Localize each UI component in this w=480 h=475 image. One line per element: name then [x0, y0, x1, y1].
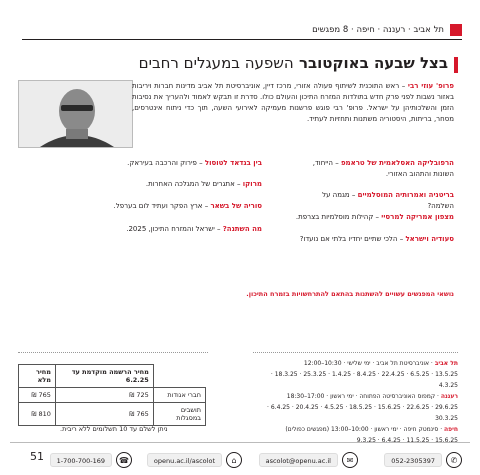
breadcrumb: תל אביב · רעננה · חיפה · 8 מפגשים [312, 25, 444, 35]
topic-desc: – מגמה על השלמה? [322, 191, 454, 210]
page-footer [10, 442, 470, 470]
intro-text: – ראש התוכנית לשיתוף פעולה אזורי, מרכז דיין, אוניברסיטת תל אביב מדינות חברות ויריבות באזור נשבות לפני פרק חדש בתולדות המזרח התיכון והעולם כולו. סדרת זו תבקש לאמוד ולהעריך את נסיבות הזמן והשלכותיהן על ישראל. פרופ' רבי פוגש פרשנות מעמיקה לאירועי השעה, תוך כדי ניתוח אינטרסים, מסחר, בריתות, היסטוריה משתנות ותחזיות לעתיד. [132, 82, 454, 123]
topic-name: בריטניה ואמרותיה המוסלמיים [357, 191, 454, 199]
topic-desc: – הייחוד, השונות והתהוב האזורי. [312, 159, 454, 178]
list-item [294, 190, 454, 211]
list-item [294, 234, 454, 245]
schedule-dates: 13.5.25 · 6.5.25 · 22.4.25 · 8.4.25 · 1.4.25 · 25.3.25 · 18.3.25 · 4.3.25 [270, 371, 458, 389]
mail-icon: ✉ [342, 452, 358, 468]
row-label: תושבים במסגלות [153, 403, 205, 426]
topic-desc: – אתגרים של המגלכה האחרות. [145, 180, 243, 188]
web-icon: ⌂ [226, 452, 242, 468]
schedule-details: · קמפוס האוניברסיטה הפתוחה · ימי ראשון · 17:00–18:30 [286, 393, 441, 400]
schedule-city: רעננה [440, 393, 458, 400]
table-corner [153, 365, 205, 388]
topics-note: נושאי המפגשים עשויים להשתנות בהתאם להתרחשויות בזמרח התיכון. [246, 290, 454, 298]
row-label: חברי אגודות [153, 388, 205, 403]
header-divider [22, 39, 462, 40]
price-table [18, 364, 206, 426]
schedule-item-raanana [258, 391, 458, 424]
page-number: 51 [30, 450, 44, 463]
whatsapp-icon: ✆ [446, 452, 462, 468]
schedule-details: · אוניברסיטת תל אביב · ימי שלישי · 10:30–12:00 [303, 360, 435, 367]
footer-website-text: openu.ac.il/ascolot [147, 453, 222, 467]
prices-divider [18, 352, 208, 353]
portrait-image [18, 81, 132, 148]
topic-desc: – קהילות מוסלמיות בצרפת. [295, 213, 382, 221]
schedule-divider [253, 352, 458, 353]
topic-desc: – ישראל והמזרח התיכון, 2025. [126, 225, 223, 233]
list-item [102, 179, 262, 190]
topic-name: מצפון אמריקה למרסיי [381, 213, 454, 221]
page-header [22, 22, 462, 40]
price-full: 810 ₪ [19, 403, 56, 426]
price-reduced: 765 ₪ [55, 403, 153, 426]
footer-phone-mobile[interactable] [384, 451, 462, 469]
list-item [102, 224, 262, 235]
payments-note: ניתן לשלם עד 10 תשלומים ללא ריבית. [60, 425, 168, 433]
page-title [139, 54, 448, 72]
topic-name: מה השתנה? [222, 225, 262, 233]
topic-name: סוריה של בשאר [210, 202, 262, 210]
topic-name: סעודיה וישראל [405, 235, 454, 243]
phone-icon: ☎ [116, 452, 132, 468]
title-block [18, 54, 458, 76]
schedule-city: חיפה [444, 426, 458, 433]
title-accent-bar [454, 57, 458, 73]
schedule-block [258, 358, 458, 446]
price-reduced: 725 ₪ [55, 388, 153, 403]
price-full: 765 ₪ [19, 388, 56, 403]
schedule-details: · סינמטק חיפה · ימי ראשון · 10:00–13:00 (מפגשים כפולים) [285, 426, 445, 433]
footer-phone-mobile-text: 052-2305397 [384, 453, 442, 467]
footer-phone[interactable] [50, 451, 132, 469]
topic-desc: – ארץ הפקר ועתיד לום בערפל. [113, 202, 211, 210]
list-item [102, 158, 262, 169]
column-header-full: מחיר מלא [19, 365, 56, 388]
schedule-dates: 15.6.25 · 11.5.25 · 6.4.25 · 9.3.25 [356, 437, 458, 444]
topic-name: מרוקו [242, 180, 262, 188]
lecturer-name: פרופ' עוזי רבי [407, 82, 454, 90]
table-row [19, 403, 206, 426]
table-header-row [19, 365, 206, 388]
footer-phone-text: 1-700-700-169 [50, 453, 112, 467]
column-header-reduced: מחיר הרשמה מוקדמת עד 6.2.25 [55, 365, 153, 388]
footer-email-text: ascolot@openu.ac.il [259, 453, 338, 467]
title-rest: השפעה במעגלים רחבים [138, 54, 294, 72]
list-item [102, 201, 262, 212]
header-square-icon [450, 24, 462, 36]
title-bold: בצל שבעה באוקטובר [298, 54, 448, 72]
intro-paragraph [132, 81, 454, 125]
schedule-dates: 29.6.25 · 22.6.25 · 15.6.25 · 18.5.25 · 4.5.25 · 20.4.25 · 6.4.25 · 30.3.25 [267, 404, 458, 422]
footer-email[interactable] [259, 451, 358, 469]
lecturer-portrait [18, 80, 133, 148]
schedule-item-tel-aviv [258, 358, 458, 391]
list-item [294, 158, 454, 179]
schedule-city: תל אביב [434, 360, 458, 367]
topic-name: הרפובליקה האסלאמית של טראמפ [340, 159, 454, 167]
list-item [294, 212, 454, 223]
topic-desc: – הלכי שתיים יחדיו בלתי אם נועדו? [299, 235, 406, 243]
table-row [19, 388, 206, 403]
topic-name: בין בגדאד לטוסול [204, 159, 262, 167]
footer-website[interactable] [147, 451, 242, 469]
topic-desc: – פירוק והרכבה בעיראק. [127, 159, 205, 167]
